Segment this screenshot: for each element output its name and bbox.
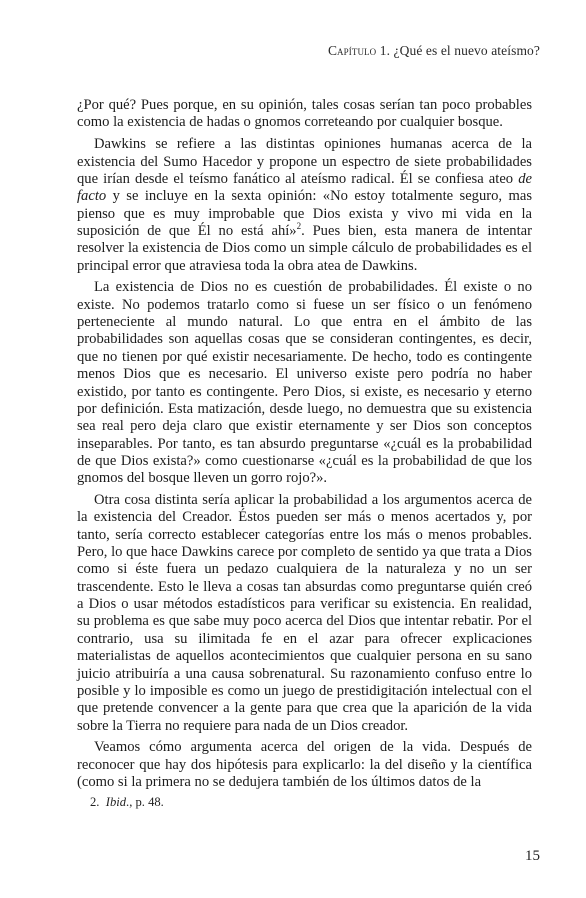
paragraph-4: Otra cosa distinta sería aplicar la probabilidad a los argumentos acerca de la existencia del Creador. Éstos pueden ser más o menos acertados y, por tanto, sería correcto establecer categorías entre los más o menos probables. Pero, lo que hace Dawkins carece por completo de sentido ya que trata a Dios como si éste fuera un pedazo cualquiera de la naturaleza y no un ser trascendente. Esto le lleva a cosas tan absurdas como preguntarse quién creó a Dios o usar métodos estadísticos para verificar su existencia. En realidad, su problema es que sabe muy poco acerca del Dios que intentar rebatir. Por el contrario, usa su ilimitada fe en el azar para ofrecer explicaciones materialistas de aquellos acontecimientos que cualquier persona en su sano juicio atribuiría a una causa sobrenatural. Su razonamiento confuso entre lo posible y lo imposible es como un juego de prestidigitación intelectual con el que pretende convencer a la gente para que crea que la aparición de la vida sobre la Tierra no requiere para nada de un Dios creador. — [77, 492, 532, 734]
footnote-text: ., p. 48. — [126, 795, 164, 809]
paragraph-2-part-c: . Pues bien, esta manera de intentar resolver la existencia de Dios como un simple cálculo de probabilidades es el principal error que atraviesa toda la obra atea de Dawkins. — [77, 222, 532, 274]
paragraph-2-part-b: y se incluye en la sexta opinión: «No estoy totalmente seguro, mas pienso que es muy improbable que Dios exista y vivo mi vida en la suposición de que Él no está ahí» — [77, 188, 532, 239]
footnote-number: 2. — [90, 795, 100, 809]
footnote — [90, 795, 164, 810]
paragraph-2-part-a: Dawkins se refiere a las distintas opiniones humanas acerca de la existencia del Sumo Hacedor y propone un espectro de siete probabilidades que irían desde el teísmo fanático al ateísmo radical. Él se confiesa ateo — [77, 136, 532, 187]
body-text — [77, 97, 532, 796]
running-header — [328, 43, 540, 59]
page-number: 15 — [525, 848, 540, 864]
chapter-label: Capítulo — [327, 43, 377, 58]
paragraph-1: ¿Por qué? Pues porque, en su opinión, tales cosas serían tan poco probables como la existencia de hadas o gnomos correteando por cualquier bosque. — [77, 97, 532, 131]
de-facto-italic: de facto — [77, 170, 532, 205]
chapter-title: 1. ¿Qué es el nuevo ateísmo? — [379, 43, 540, 58]
paragraph-2 — [77, 136, 532, 275]
footnote-reference: 2 — [296, 221, 302, 232]
footnote-ibid: Ibid — [105, 795, 127, 809]
paragraph-3: La existencia de Dios no es cuestión de probabilidades. Él existe o no existe. No podemos tratarlo como si fuese un ser físico o un fenómeno perteneciente al mundo natural. Lo que entra en el ámbito de las probabilidades son aquellas cosas que se consideran contingentes, es decir, que no tienen por qué existir necesariamente. De hecho, todo es contingente menos Dios que es necesario. El universo existe pero podría no haber existido, por tanto es contingente. Pero Dios, si existe, es necesario y eterno por definición. Esta matización, desde luego, no demuestra que su existencia sea real pero deja claro que existir eternamente y ser Dios son conceptos inseparables. Por tanto, es tan absurdo preguntarse «¿cuál es la probabilidad de que Dios exista?» como cuestionarse «¿cuál es la probabilidad de que los gnomos del bosque lleven un gorro rojo?». — [77, 279, 532, 487]
paragraph-5: Veamos cómo argumenta acerca del origen de la vida. Después de reconocer que hay dos hipótesis para explicarlo: la del diseño y la científica (como si la primera no se dedujera también de los últimos datos de la — [77, 739, 532, 791]
